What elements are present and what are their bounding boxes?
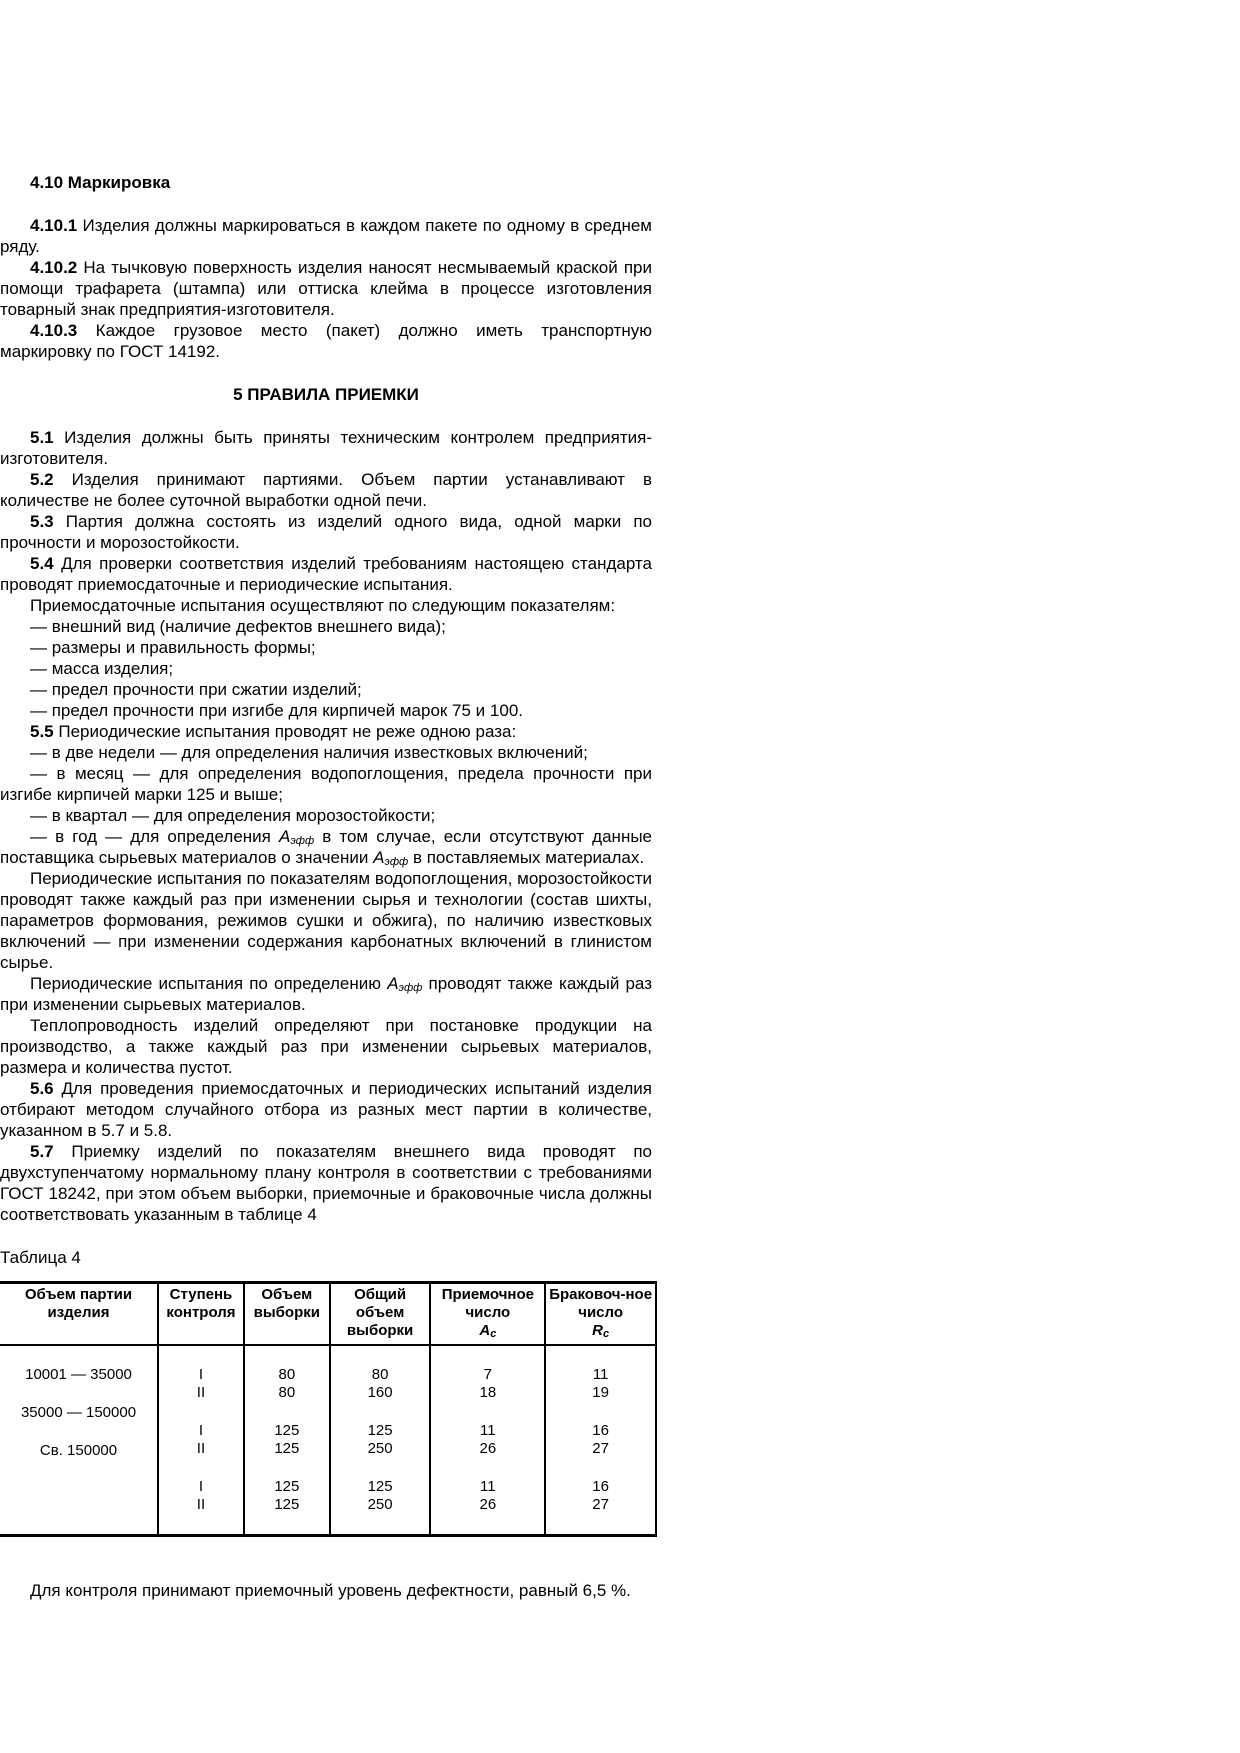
cell: II (196, 1496, 206, 1513)
paragraph-5-5 (0, 721, 652, 742)
list-item: — предел прочности при изгибе для кирпичей марок 75 и 100. (30, 701, 523, 720)
col-control-stage (158, 1345, 244, 1536)
cell: 26 (479, 1496, 497, 1513)
clause-text: Изделия должны быть приняты техническим контролем предприятия-изготовителя. (0, 428, 652, 468)
clause-number: 5.3 (30, 512, 54, 531)
col-sample-size (244, 1345, 330, 1536)
text-fragment: в том случае, если отсутствуют данные поставщика сырьевых материалов о значении (0, 827, 653, 867)
aeff-symbol (373, 848, 408, 867)
clause-text: Партия должна состоять из изделий одного вида, одной марки по прочности и морозостойкости. (0, 512, 652, 552)
cell: 250 (367, 1440, 393, 1457)
clause-number: 5.1 (30, 428, 54, 447)
clause-text: Изделия принимают партиями. Объем партии устанавливают в количестве не более суточной выработки одной печи. (0, 470, 652, 510)
cell: 125 (367, 1478, 393, 1495)
text-fragment: проводят также каждый раз при изменении сырьевых материалов. (0, 974, 652, 1014)
paragraph-4-10-1 (0, 215, 652, 257)
cell: II (196, 1384, 206, 1401)
aeff-symbol (387, 974, 422, 993)
text-fragment: — в год — для определения (30, 827, 279, 846)
list-item: — в квартал — для определения морозостойкости; (30, 806, 436, 825)
cell: II (196, 1440, 206, 1457)
header-symbol (592, 1322, 609, 1339)
cell: 11 (480, 1422, 496, 1439)
cell: I (198, 1366, 204, 1383)
list-item: — размеры и правильность формы; (30, 638, 316, 657)
table-header-row (0, 1283, 656, 1346)
document-content (0, 172, 652, 1601)
clause-text: Для проверки соответствия изделий требованиям настоящею стандарта проводят приемосдаточные и периодические испытания. (0, 554, 652, 594)
cell: 125 (274, 1478, 300, 1495)
list-item (0, 826, 652, 868)
header-total-sample: Общий объем выборки (330, 1283, 431, 1346)
cell: 19 (592, 1384, 609, 1401)
list-item: — в две недели — для определения наличия известковых включений; (30, 743, 588, 762)
symbol-letter: R (592, 1322, 603, 1339)
table-4 (0, 1281, 657, 1537)
symbol-subscript: c (490, 1328, 497, 1340)
clause-number: 4.10.1 (30, 216, 78, 235)
aeff-symbol (279, 827, 314, 846)
clause-number: 5.7 (30, 1142, 54, 1161)
heading-4-10: 4.10 Маркировка (30, 173, 171, 192)
heading-section-5: 5 ПРАВИЛА ПРИЕМКИ (233, 385, 419, 404)
clause-text: Приемку изделий по показателям внешнего вида проводят по двухступенчатому нормальному плану контроля в соответствии с требованиями ГОСТ 18242, при этом объем выборки, приемочные и браковочные числа должны соответствовать указанным в таблице 4 (0, 1142, 652, 1224)
cell: 18 (479, 1384, 497, 1401)
paragraph-5-6 (0, 1078, 652, 1141)
list-item: — внешний вид (наличие дефектов внешнего вида); (30, 617, 446, 636)
header-text: Приемочное число (441, 1286, 534, 1321)
clause-text: Для проведения приемосдаточных и периодических испытаний изделия отбирают методом случайного отбора из разных мест партии в количестве, указанном в 5.7 и 5.8. (0, 1079, 652, 1140)
paragraph-5-3 (0, 511, 652, 553)
cell: 125 (274, 1440, 300, 1457)
header-rejection-number (545, 1283, 656, 1346)
cell: 27 (592, 1440, 609, 1457)
cell: 35000 — 150000 (20, 1404, 137, 1421)
symbol-letter: А (387, 974, 399, 993)
cell: 80 (371, 1366, 389, 1383)
cell: 125 (274, 1422, 300, 1439)
cell: 26 (479, 1440, 497, 1457)
col-acceptance-number (430, 1345, 545, 1536)
col-lot-size (0, 1345, 158, 1536)
cell: 7 (483, 1366, 493, 1383)
table-caption: Таблица 4 (0, 1248, 81, 1267)
cell: I (198, 1478, 204, 1495)
clause-text: Каждое грузовое место (пакет) должно иметь транспортную маркировку по ГОСТ 14192. (0, 321, 652, 361)
clause-number: 4.10.3 (30, 321, 78, 340)
clause-number: 5.4 (30, 554, 54, 573)
paragraph-5-5-aeff (0, 973, 652, 1015)
header-sample-size: Объем выборки (244, 1283, 330, 1346)
header-symbol (479, 1322, 496, 1339)
paragraph-4-10-2 (0, 257, 652, 320)
paragraph-5-7 (0, 1141, 652, 1225)
symbol-letter: А (479, 1322, 491, 1339)
paragraph-4-10-3 (0, 320, 652, 362)
symbol-letter: А (279, 827, 291, 846)
cell: 125 (274, 1496, 300, 1513)
symbol-letter: А (373, 848, 385, 867)
list-item: — в месяц — для определения водопоглощения, предела прочности при изгибе кирпичей марки 125 и выше; (0, 764, 652, 804)
clause-text: Периодические испытания проводят не реже одною раза: (58, 722, 517, 741)
cell: 250 (367, 1496, 393, 1513)
clause-number: 5.6 (30, 1079, 54, 1098)
clause-text: На тычковую поверхность изделия наносят несмываемый краской при помощи трафарета (штампа) или оттиска клейма в процессе изготовления товарный знак предприятия-изготовителя. (0, 258, 652, 319)
cell: I (198, 1422, 204, 1439)
cell: 80 (278, 1384, 296, 1401)
paragraph-5-2 (0, 469, 652, 511)
symbol-subscript: c (602, 1328, 610, 1340)
table-row (0, 1345, 656, 1536)
cell: 16 (592, 1422, 609, 1439)
clause-number: 5.2 (30, 470, 54, 489)
paragraph-5-4 (0, 553, 652, 595)
cell: Св. 150000 (39, 1442, 118, 1459)
text-fragment: в поставляемых материалах. (408, 848, 645, 867)
paragraph-5-1 (0, 427, 652, 469)
paragraph-5-5-periodic: Периодические испытания по показателям водопоглощения, морозостойкости проводят также каждый раз при изменении сырья и технологии (состав шихты, параметров формования, режимов сушки и обжига), по наличию известковых включений — при изменении содержания карбонатных включений в глинистом сырье. (0, 869, 652, 972)
symbol-subscript: эфф (398, 982, 423, 994)
cell: 80 (278, 1366, 296, 1383)
list-item: — масса изделия; (30, 659, 174, 678)
text-fragment: Периодические испытания по определению (30, 974, 388, 993)
cell: 11 (480, 1478, 496, 1495)
cell: 10001 — 35000 (25, 1366, 132, 1383)
cell: 125 (367, 1422, 393, 1439)
cell: 160 (367, 1384, 393, 1401)
header-lot-size: Объем партии изделия (0, 1283, 158, 1346)
paragraph-5-5-thermal: Теплопроводность изделий определяют при постановке продукции на производство, а также каждый раз при изменении сырьевых материалов, размера и количества пустот. (0, 1016, 652, 1077)
symbol-subscript: эфф (384, 856, 409, 868)
cell: 16 (592, 1478, 609, 1495)
list-item: — предел прочности при сжатии изделий; (30, 680, 362, 699)
cell: 11 (592, 1366, 609, 1383)
cell: 27 (592, 1496, 609, 1513)
col-rejection-number (545, 1345, 656, 1536)
symbol-subscript: эфф (290, 835, 315, 847)
footer-note: Для контроля принимают приемочный уровень дефектности, равный 6,5 %. (30, 1581, 631, 1600)
clause-text: Изделия должны маркироваться в каждом пакете по одному в среднем ряду. (0, 216, 652, 256)
clause-number: 4.10.2 (30, 258, 78, 277)
paragraph-5-4-indicators: Приемосдаточные испытания осуществляют по следующим показателям: (30, 596, 616, 615)
clause-number: 5.5 (30, 722, 54, 741)
col-total-sample (330, 1345, 431, 1536)
header-text: Браковоч-ное число (549, 1286, 653, 1321)
header-acceptance-number (430, 1283, 545, 1346)
header-control-stage: Ступень контроля (158, 1283, 244, 1346)
